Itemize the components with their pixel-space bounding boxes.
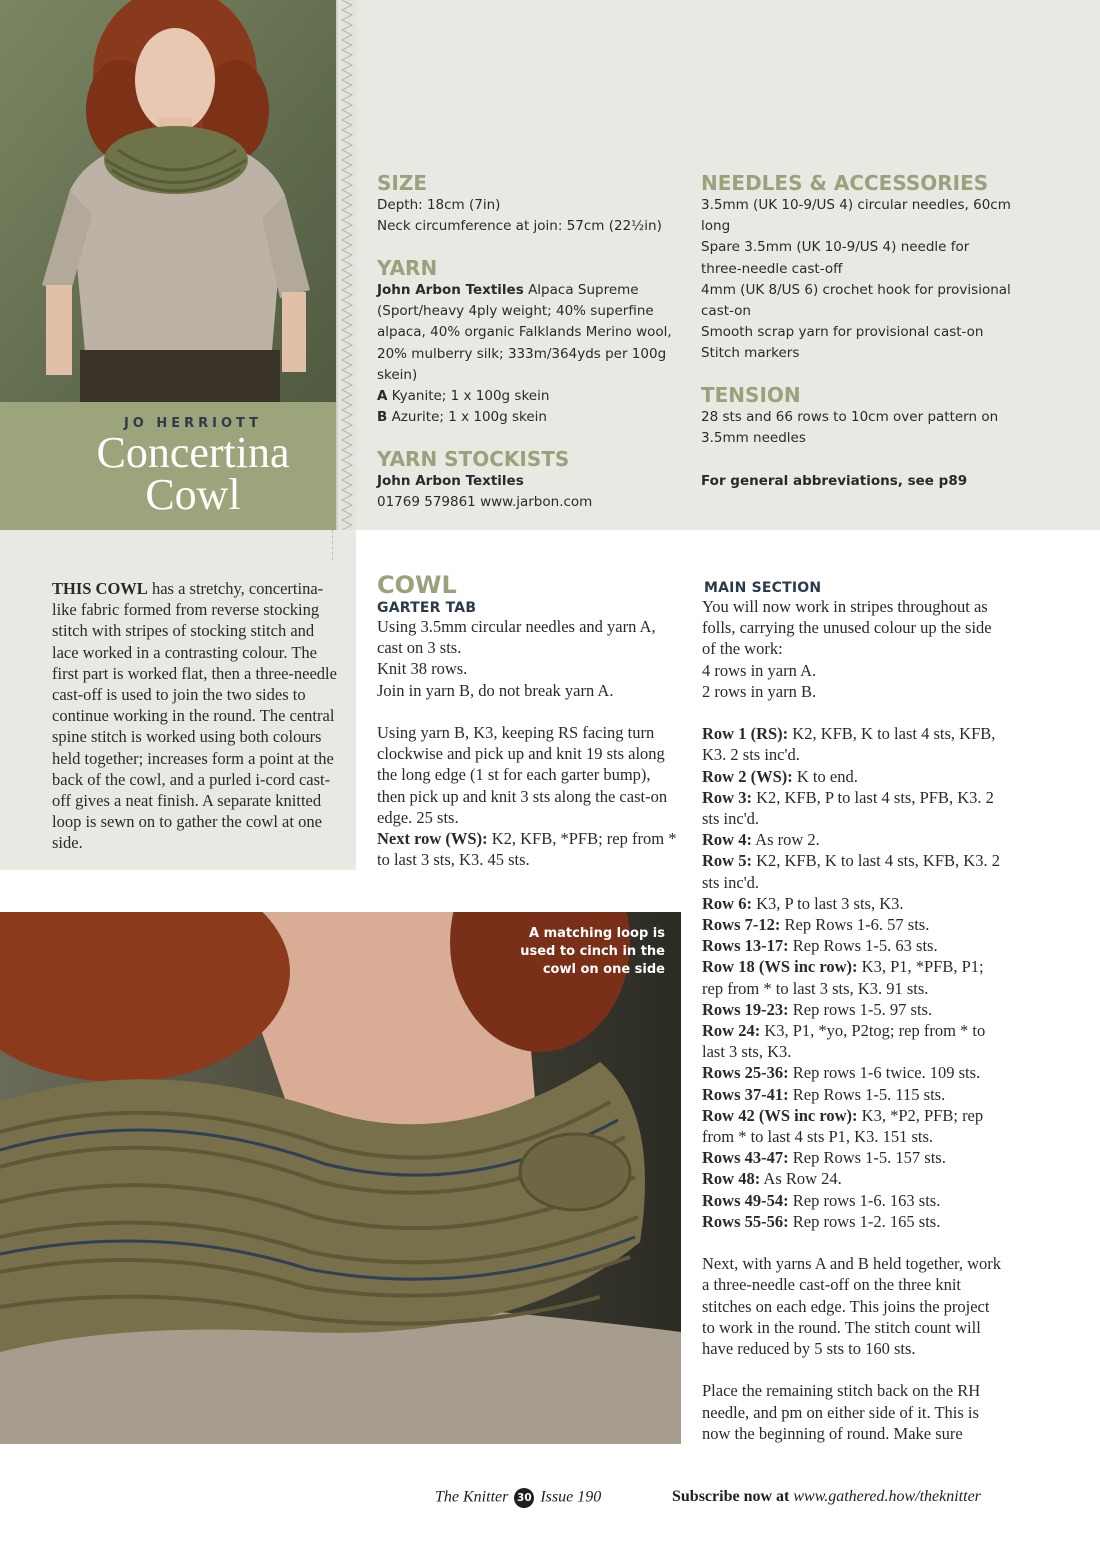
- row-instruction: [702, 1105, 1002, 1147]
- yarn-brand: John Arbon Textiles: [377, 282, 524, 298]
- stockists-section: [377, 447, 677, 513]
- pattern-title: [0, 428, 386, 519]
- instruction-line: Using 3.5mm circular needles and yarn A, cast on 3 sts.: [377, 617, 656, 658]
- detail-photo: [0, 912, 681, 1444]
- needles-section: [701, 171, 1013, 365]
- row-text: K2, KFB, K to last 4 sts, KFB, K3. 2 sts inc'd.: [702, 724, 996, 765]
- title-line-1: Concertina: [96, 428, 290, 477]
- row-label: Row 6:: [702, 893, 752, 913]
- row-label: Row 5:: [702, 851, 752, 871]
- row-instruction: [702, 787, 1002, 829]
- row-text: Rep Rows 1-5. 157 sts.: [792, 1148, 946, 1168]
- row-label: Row 24:: [702, 1021, 761, 1041]
- row-text: K3, *P2, PFB; rep from * to last 4 sts P1, K3. 151 sts.: [702, 1105, 984, 1147]
- row-instruction: [702, 1211, 1002, 1232]
- row-text: Rep Rows 1-6. 57 sts.: [784, 915, 930, 935]
- row-instruction: [702, 893, 1002, 914]
- row-label: Row 2 (WS):: [702, 766, 793, 786]
- hero-photo: [0, 0, 336, 402]
- row-label: Row 4:: [702, 830, 752, 850]
- row-label: Rows 37-41:: [702, 1084, 789, 1104]
- stockist-name: John Arbon Textiles: [377, 473, 524, 489]
- page-number: 30: [514, 1488, 534, 1508]
- row-instruction: [702, 956, 1002, 998]
- needles-item: Stitch markers: [701, 345, 800, 362]
- row-label: Rows 55-56:: [702, 1211, 789, 1231]
- footer-subscribe: [672, 1488, 981, 1506]
- row-instruction: [702, 1147, 1002, 1168]
- row-instruction: [702, 1062, 1002, 1083]
- row-instruction: [702, 935, 1002, 956]
- row-instruction: [702, 914, 1002, 935]
- yarn-heading: YARN: [377, 256, 438, 280]
- row-text: As Row 24.: [763, 1169, 842, 1189]
- colour-a-text: Kyanite; 1 x 100g skein: [391, 388, 550, 405]
- next-row-instruction: [377, 828, 679, 870]
- row-instruction: [702, 1168, 1002, 1189]
- row-text: Rep rows 1-2. 165 sts.: [792, 1211, 941, 1231]
- row-text: Rep rows 1-5. 97 sts.: [792, 999, 933, 1019]
- instruction-line: Knit 38 rows.: [377, 659, 468, 679]
- row-label: Row 1 (RS):: [702, 724, 789, 744]
- main-section: [702, 580, 1002, 1444]
- size-section: [377, 171, 687, 237]
- needles-item: 3.5mm (UK 10-9/US 4) circular needles, 60cm long: [701, 197, 1011, 235]
- row-text: K3, P1, *PFB, P1; rep from * to last 3 sts, K3. 91 sts.: [702, 957, 984, 998]
- garter-tab-section: [377, 600, 679, 870]
- needles-item: 4mm (UK 8/US 6) crochet hook for provisional cast-on: [701, 281, 1011, 320]
- row-text: Rep rows 1-6 twice. 109 sts.: [792, 1063, 981, 1083]
- tension-text: 28 sts and 66 rows to 10cm over pattern on 3.5mm needles: [701, 409, 999, 447]
- main-section-heading: MAIN SECTION: [704, 580, 822, 596]
- row-instruction: [702, 850, 1002, 892]
- subscribe-label: Subscribe now at: [672, 1488, 790, 1505]
- title-line-2: Cowl: [145, 470, 241, 519]
- row-instruction: [702, 1190, 1002, 1211]
- instruction-line: Join in yarn B, do not break yarn A.: [377, 680, 614, 700]
- instruction-paragraph: Next, with yarns A and B held together, work a three-needle cast-off on the three knit stitches on each edge. This joins the project to work in the round. The stitch count will have reduced by 5 sts to 160 sts.: [702, 1254, 1002, 1359]
- main-section-intro: You will now work in stripes throughout as folls, carrying the unused colour up the side of the work:: [702, 597, 992, 659]
- row-instruction: [702, 1020, 1002, 1062]
- row-instruction: [702, 1084, 1002, 1105]
- intro-text: has a stretchy, concertina-like fabric formed from reverse stocking stitch with stripes of stocking stitch and lace worked in a contrasting colour. The first part is worked flat, then a three-needle cast-off is used to join the two sides to continue working in the round. The central spine stitch is worked using both colours held together; increases form a point at the back of the cowl, and a purled i-cord cast-off gives a neat finish. A separate knitted loop is sewn on to gather the cowl at one side.: [52, 579, 337, 853]
- yarn-colour-b: [377, 407, 677, 428]
- row-label: Rows 19-23:: [702, 999, 789, 1019]
- row-label: Rows 49-54:: [702, 1190, 789, 1210]
- row-label: Row 18 (WS inc row):: [702, 957, 858, 977]
- row-text: Rep Rows 1-5. 115 sts.: [792, 1084, 946, 1104]
- needles-heading: NEEDLES & ACCESSORIES: [701, 171, 989, 195]
- row-label: Rows 25-36:: [702, 1063, 789, 1083]
- row-instruction: [702, 723, 1002, 765]
- stripe-line: 2 rows in yarn B.: [702, 681, 817, 701]
- row-text: K3, P1, *yo, P2tog; rep from * to last 3 sts, K3.: [702, 1021, 986, 1062]
- designer-name: JO HERRIOTT: [123, 416, 263, 431]
- issue-number: Issue 190: [540, 1488, 602, 1506]
- row-instruction: [702, 999, 1002, 1020]
- cowl-heading: COWL: [377, 571, 457, 599]
- intro-lead: THIS COWL: [52, 579, 148, 598]
- size-line: Depth: 18cm (7in): [377, 197, 501, 213]
- row-label: Row 48:: [702, 1169, 761, 1189]
- yarn-section: [377, 256, 677, 428]
- intro-paragraph: [52, 578, 340, 854]
- next-row-text: K2, KFB, *PFB; rep from * to last 3 sts, K3. 45 sts.: [377, 829, 677, 870]
- yarn-details: Alpaca Supreme (Sport/heavy 4ply weight; 40% superfine alpaca, 40% organic Falklands Merino wool, 20% mulberry silk; 333m/364yds per 100g skein): [377, 282, 672, 383]
- magazine-name: The Knitter: [435, 1488, 509, 1506]
- row-instruction: [702, 829, 1002, 850]
- row-text: As row 2.: [755, 830, 820, 850]
- abbreviations-note: For general abbreviations, see p89: [701, 473, 968, 489]
- tension-heading: TENSION: [701, 383, 801, 407]
- stripe-line: 4 rows in yarn A.: [702, 660, 817, 680]
- size-heading: SIZE: [377, 171, 428, 195]
- row-text: K3, P to last 3 sts, K3.: [756, 893, 904, 913]
- needles-item: Smooth scrap yarn for provisional cast-on: [701, 324, 984, 341]
- dashed-divider: [332, 530, 333, 560]
- photo-caption: A matching loop is used to cinch in the cowl on one side: [520, 926, 665, 977]
- next-row-label: Next row (WS):: [377, 829, 488, 849]
- tension-section: [701, 383, 1001, 449]
- row-label: Row 42 (WS inc row):: [702, 1105, 858, 1125]
- row-text: Rep Rows 1-5. 63 sts.: [792, 936, 938, 956]
- colour-b-label: B: [377, 409, 388, 426]
- yarn-colour-a: [377, 386, 677, 407]
- garter-tab-heading: GARTER TAB: [377, 600, 477, 616]
- needles-item: Spare 3.5mm (UK 10-9/US 4) needle for three-needle cast-off: [701, 239, 970, 277]
- instruction-paragraph: Place the remaining stitch back on the RH needle, and pm on either side of it. This is now the beginning of round. Make sure: [702, 1381, 981, 1443]
- row-label: Row 3:: [702, 787, 752, 807]
- row-instruction: [702, 766, 1002, 787]
- colour-b-text: Azurite; 1 x 100g skein: [391, 409, 547, 426]
- row-text: K2, KFB, P to last 4 sts, PFB, K3. 2 sts inc'd.: [702, 787, 994, 829]
- colour-a-label: A: [377, 388, 388, 405]
- row-label: Rows 7-12:: [702, 915, 781, 935]
- row-label: Rows 13-17:: [702, 936, 789, 956]
- row-label: Rows 43-47:: [702, 1148, 789, 1168]
- stockists-heading: YARN STOCKISTS: [377, 447, 570, 471]
- row-text: K2, KFB, K to last 4 sts, KFB, K3. 2 sts inc'd.: [702, 851, 1000, 892]
- footer-issue: [435, 1488, 601, 1508]
- instruction-paragraph: Using yarn B, K3, keeping RS facing turn clockwise and pick up and knit 19 sts along the long edge (1 st for each garter bump), then pick up and knit 3 sts along the cast-on edge. 25 sts.: [377, 723, 668, 827]
- row-text: Rep rows 1-6. 163 sts.: [792, 1190, 941, 1210]
- row-text: K to end.: [796, 766, 858, 786]
- subscribe-url[interactable]: www.gathered.how/theknitter: [793, 1488, 981, 1505]
- stockist-contact: 01769 579861 www.jarbon.com: [377, 494, 593, 511]
- yarn-description: [377, 280, 677, 386]
- size-line: Neck circumference at join: 57cm (22½in): [377, 218, 662, 235]
